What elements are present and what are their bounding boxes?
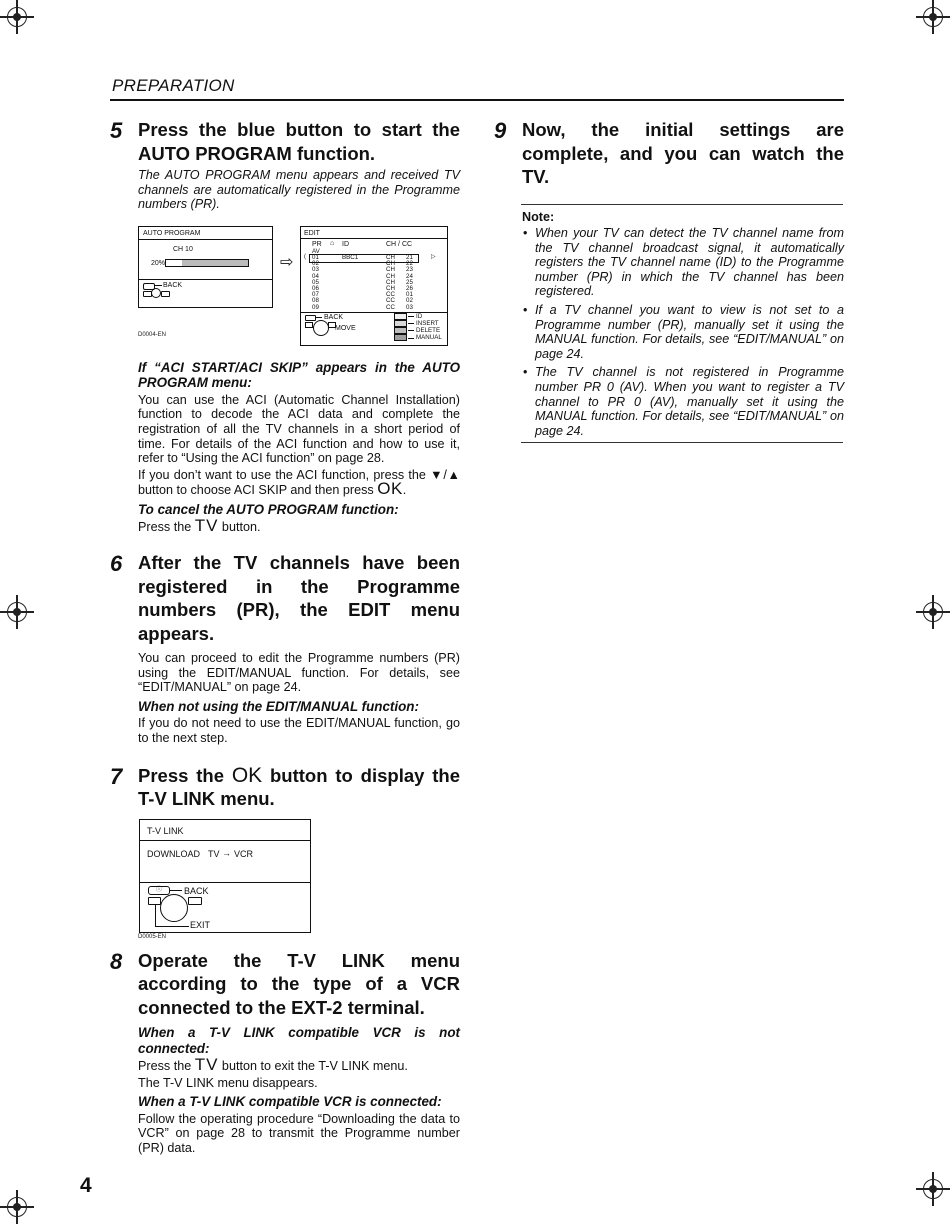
edit-cell-pr: 01 — [312, 253, 319, 261]
registration-mark-top-left — [0, 0, 34, 34]
connected-text: Follow the operating procedure “Downloading the data to VCR” on page 28 to transmit the Programme number (PR) data. — [138, 1111, 460, 1155]
edit-screen — [300, 226, 448, 346]
step-6-sub-text: If you do not need to use the EDIT/MANUAL function, go to the next step. — [138, 716, 460, 745]
edit-cell-ch: 22 — [406, 260, 413, 268]
edit-cell-ch: 01 — [406, 291, 413, 299]
step-7 — [110, 764, 460, 811]
download-from: TV — [208, 848, 220, 859]
registration-mark-mid-left — [0, 595, 34, 629]
edit-cell-id: BBC1 — [342, 253, 359, 261]
step-number: 5 — [110, 118, 123, 143]
left-column — [110, 118, 460, 1155]
edit-cell-type: CC — [386, 303, 395, 311]
legend-label: ID — [416, 312, 423, 320]
step-title: Press the OK button to display the T-V LINK menu. — [138, 763, 460, 809]
back-label: BACK — [324, 313, 344, 321]
tv-symbol: TV — [194, 516, 219, 536]
edit-cell-ch: 24 — [406, 272, 413, 280]
note-item: • When your TV can detect the TV channel name from the TV channel broadcast signal, it automatically registers the TV channel name (ID) to the Programme number (PR) in which the TV channel has been registered. — [522, 226, 844, 299]
note-title: Note: — [522, 210, 555, 224]
not-connected-text: Press the TV button to exit the T-V LINK menu. — [138, 1055, 408, 1074]
tv-key-icon — [305, 322, 313, 328]
legend-item — [394, 334, 442, 341]
color-key-swatch — [394, 334, 407, 341]
info-key-icon: ⓘ — [148, 886, 170, 895]
step-5-figure — [138, 212, 460, 360]
step-6-sub-heading: When not using the EDIT/MANUAL function: — [138, 698, 419, 714]
edit-cell-ch: 02 — [406, 297, 413, 305]
step-6 — [110, 551, 460, 645]
header-rule — [110, 99, 844, 101]
not-connected-result: The T-V LINK menu disappears. — [138, 1075, 318, 1090]
step-8 — [110, 949, 460, 1020]
edit-cell-pr: 09 — [312, 303, 319, 311]
edit-cell-pr: 08 — [312, 297, 319, 305]
aci-heading: If “ACI START/ACI SKIP” appears in the AUTO PROGRAM menu: — [138, 359, 460, 391]
progress-fill — [166, 260, 182, 266]
edit-cell-type: CH — [386, 272, 395, 280]
legend-label: DELETE — [416, 327, 441, 335]
step-number: 7 — [110, 763, 123, 789]
step-7-figure — [138, 819, 460, 949]
screen-title: AUTO PROGRAM — [143, 229, 201, 237]
arrow-right-icon: → — [222, 847, 231, 858]
edit-cell-ch: 23 — [406, 266, 413, 274]
step-5 — [110, 118, 460, 165]
figure-code: D0004-EN — [138, 331, 167, 338]
edit-cell-pr: 05 — [312, 278, 319, 286]
screen-title: EDIT — [304, 229, 320, 237]
legend-item — [394, 313, 422, 320]
screen-title: T-V LINK — [147, 825, 184, 836]
edit-cell-pr: AV — [312, 247, 320, 255]
lock-icon: ⌂ — [330, 239, 335, 247]
edit-cell-pr: 03 — [312, 266, 319, 274]
edit-cell-type: CH — [386, 266, 395, 274]
download-label: DOWNLOAD — [147, 848, 201, 859]
edit-row — [312, 304, 422, 311]
move-label: MOVE — [335, 324, 356, 332]
step-number: 6 — [110, 551, 123, 577]
note-bottom-rule — [521, 442, 843, 443]
step-6-text: You can proceed to edit the Programme numbers (PR) using the EDIT/MANUAL function. For details, see “EDIT/MANUAL” on page 24. — [138, 651, 460, 695]
col-id: ID — [342, 240, 349, 248]
ok-symbol: OK — [231, 763, 263, 787]
edit-cell-type: CH — [386, 260, 395, 268]
right-column — [494, 118, 844, 443]
edit-cell-pr: 07 — [312, 291, 319, 299]
back-label: BACK — [184, 885, 209, 896]
legend-connector — [408, 330, 414, 331]
col-ch-cc: CH / CC — [386, 240, 413, 248]
step-title: Press the blue button to start the AUTO PROGRAM function. — [138, 119, 460, 164]
edit-cell-ch: 03 — [406, 303, 413, 311]
note-top-rule — [521, 204, 843, 206]
note-item: • The TV channel is not registered in Programme number PR 0 (AV). When you want to register a TV channel to PR 0 (AV), manually set it using the MANUAL function. For details, see “EDIT/MANUAL” on page 24. — [522, 365, 844, 438]
legend-item — [394, 320, 439, 327]
edit-cell-pr: 02 — [312, 260, 319, 268]
progress-bar — [165, 259, 249, 267]
edit-cell-pr: 04 — [312, 272, 319, 280]
col-pr: PR — [312, 240, 322, 248]
note-list — [522, 226, 844, 438]
nav-pad-icon — [313, 320, 329, 336]
edit-cell-ch: 25 — [406, 278, 413, 286]
legend-connector — [408, 316, 414, 317]
edit-cell-type: CH — [386, 278, 395, 286]
arrow-right-icon: ⇨ — [280, 253, 294, 271]
color-key-swatch — [394, 320, 407, 327]
registration-mark-bottom-right — [916, 1172, 950, 1206]
edit-cell-type: CH — [386, 253, 395, 261]
edit-cell-type: CH — [386, 284, 395, 292]
edit-cell-ch: 21 — [406, 253, 413, 261]
info-key-icon — [305, 315, 316, 321]
edit-cell-pr: 06 — [312, 284, 319, 292]
registration-mark-top-right — [916, 0, 950, 34]
step-9 — [494, 118, 844, 189]
color-key-swatch — [394, 327, 407, 334]
tv-symbol: TV — [194, 1055, 219, 1074]
section-header: PREPARATION — [112, 76, 235, 95]
legend-label: MANUAL — [416, 334, 442, 342]
download-to: VCR — [234, 848, 254, 859]
edit-cell-type: CC — [386, 297, 395, 305]
cancel-text: Press the TV button. — [138, 516, 261, 536]
color-key-swatch — [394, 313, 407, 320]
ok-symbol: OK — [377, 479, 403, 499]
figure-code: D0005-EN — [138, 933, 167, 940]
tv-link-screen — [139, 819, 311, 933]
legend-item — [394, 327, 440, 334]
aci-text: You can use the ACI (Automatic Channel Installation) function to decode the ACI data and complete the registration of all the TV channels in a short period of time. For details of the ACI function and how to use it, refer to “Using the ACI function” on page 28. — [138, 392, 460, 466]
legend-label: INSERT — [416, 320, 439, 328]
step-title: Operate the T-V LINK menu according to the type of a VCR connected to the EXT-2 terminal. — [138, 949, 460, 1018]
note-item: • If a TV channel you want to view is not set to a Programme number (PR), manually set it using the MANUAL function. For details, see “EDIT/MANUAL” on page 24. — [522, 303, 844, 361]
page-number: 4 — [80, 1174, 92, 1197]
edit-cell-ch: 26 — [406, 284, 413, 292]
registration-mark-bottom-left — [0, 1190, 34, 1224]
nav-pad-icon — [160, 894, 188, 922]
channel-readout: CH 10 — [173, 245, 193, 253]
connected-heading: When a T-V LINK compatible VCR is connected: — [138, 1094, 442, 1110]
progress-percent: 20% — [151, 259, 166, 267]
step-title: After the TV channels have been registered in the Programme numbers (PR), the EDIT menu appears. — [138, 552, 460, 644]
step-number: 8 — [110, 948, 123, 974]
legend-connector — [408, 338, 414, 339]
cursor-right-icon: ▷ — [431, 253, 436, 260]
back-label: BACK — [163, 281, 183, 289]
step-5-intro: The AUTO PROGRAM menu appears and received TV channels are automatically registered in the Programme numbers (PR). — [138, 168, 460, 212]
cursor-left-icon: ( — [304, 253, 306, 260]
edit-cell-type: CC — [386, 291, 395, 299]
aci-skip-text: If you don’t want to use the ACI function, press the ▼/▲ button to choose ACI SKIP and then press OK. — [138, 467, 460, 499]
step-number: 9 — [494, 118, 507, 143]
step-title: Now, the initial settings are complete, and you can watch the TV. — [522, 119, 844, 187]
exit-label: EXIT — [190, 919, 211, 930]
auto-program-screen — [138, 226, 273, 308]
legend-connector — [408, 323, 414, 324]
registration-mark-mid-right — [916, 595, 950, 629]
nav-pad-icon — [151, 288, 161, 298]
cancel-heading: To cancel the AUTO PROGRAM function: — [138, 501, 399, 517]
ok-key-icon — [161, 291, 170, 297]
not-connected-heading: When a T-V LINK compatible VCR is not connected: — [138, 1025, 460, 1056]
ok-key-icon — [188, 897, 202, 905]
